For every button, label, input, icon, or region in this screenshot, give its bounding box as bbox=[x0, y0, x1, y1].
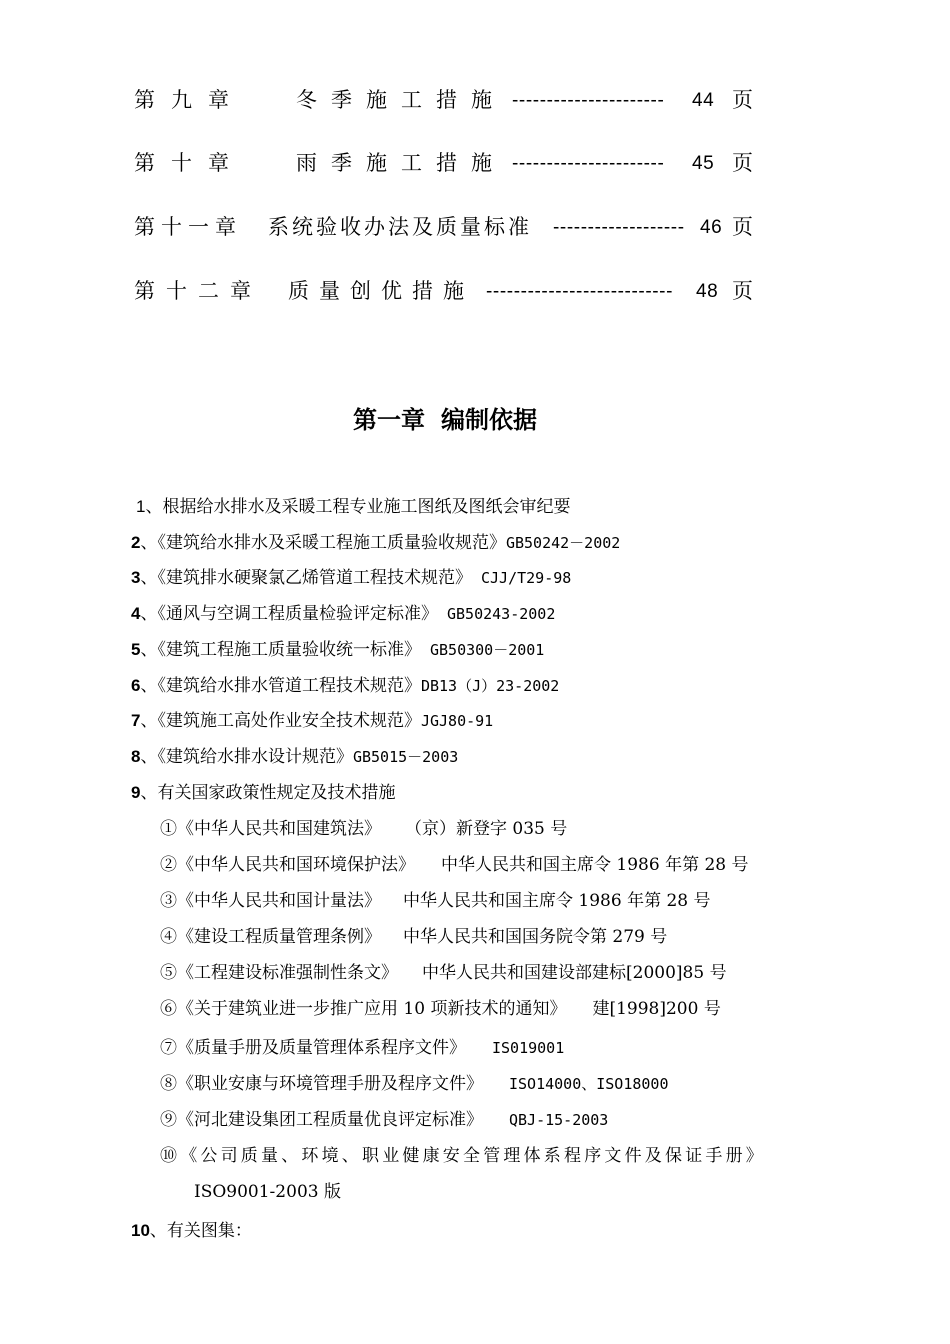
list-item bbox=[136, 492, 570, 522]
sub-list-item bbox=[160, 886, 711, 916]
item-text: 有关图集： bbox=[166, 1221, 252, 1241]
item-code: GB50242－2002 bbox=[505, 534, 621, 552]
circled-number: ⑨ bbox=[160, 1110, 177, 1130]
toc-chapter: 第九章 bbox=[134, 88, 245, 112]
item-code: GB5015－2003 bbox=[352, 748, 459, 766]
list-item bbox=[131, 599, 555, 629]
chapter-heading-title: 编制依据 bbox=[441, 405, 537, 434]
sub-item-reference: 中华人民共和国主席令 1986 年第 28 号 bbox=[403, 891, 711, 911]
item-text: 《建筑给水排水设计规范》 bbox=[157, 747, 353, 767]
sub-item-title: 《中华人民共和国计量法》 bbox=[177, 891, 381, 911]
sub-list-item bbox=[160, 1141, 766, 1171]
sub-item-title: 《河北建设集团工程质量优良评定标准》 bbox=[177, 1110, 483, 1130]
item-number: 7 bbox=[131, 711, 141, 730]
toc-chapter: 第十章 bbox=[134, 151, 245, 175]
circled-number: ① bbox=[160, 819, 177, 839]
item-code: JGJ80-91 bbox=[420, 712, 494, 730]
list-item bbox=[131, 635, 544, 665]
list-item bbox=[131, 778, 395, 808]
circled-number: ⑤ bbox=[160, 963, 177, 983]
list-item bbox=[131, 671, 559, 701]
item-text: 《建筑排水硬聚氯乙烯管道工程技术规范》 bbox=[157, 568, 472, 588]
toc-page-number: 46 bbox=[700, 217, 723, 238]
item-text: 《建筑给水排水管道工程技术规范》 bbox=[157, 676, 421, 696]
chapter-heading bbox=[0, 400, 890, 440]
item-code: CJJ/T29-98 bbox=[471, 569, 572, 587]
toc-title: 质量创优措施 bbox=[288, 279, 474, 303]
circled-number: ② bbox=[160, 855, 177, 875]
toc-page-number: 48 bbox=[696, 281, 719, 302]
item-separator: 、 bbox=[149, 1221, 167, 1241]
circled-number: ⑥ bbox=[160, 999, 177, 1019]
item-number: 2 bbox=[131, 533, 141, 552]
item-text: 根据给水排水及采暖工程专业施工图纸及图纸会审纪要 bbox=[162, 497, 571, 517]
sub-list-item bbox=[160, 1033, 564, 1063]
sub-item-reference: 中华人民共和国国务院令第 279 号 bbox=[403, 927, 668, 947]
toc-row bbox=[0, 80, 950, 120]
item-separator: 、 bbox=[140, 604, 158, 624]
circled-number: ③ bbox=[160, 891, 177, 911]
item-code: GB50243-2002 bbox=[437, 605, 556, 623]
toc-page-number: 44 bbox=[692, 90, 715, 111]
sub-list-item bbox=[160, 1069, 669, 1099]
toc-leader: ---------------------- bbox=[512, 153, 665, 174]
sub-item-title: 《职业安康与环境管理手册及程序文件》 bbox=[177, 1074, 483, 1094]
item-separator: 、 bbox=[140, 676, 158, 696]
sub-list-item bbox=[160, 994, 721, 1024]
sub-list-item bbox=[160, 814, 567, 844]
item-separator: 、 bbox=[140, 568, 158, 588]
sub-item-title: 《公司质量、环境、职业健康安全管理体系程序文件及保证手册》 bbox=[180, 1146, 767, 1166]
item-number: 3 bbox=[131, 568, 141, 587]
sub-item-reference: ISO14000、ISO18000 bbox=[509, 1075, 669, 1093]
list-item bbox=[131, 742, 458, 772]
list-item bbox=[131, 1216, 252, 1246]
item-text: 有关国家政策性规定及技术措施 bbox=[157, 783, 396, 803]
item-text: 《建筑施工高处作业安全技术规范》 bbox=[157, 711, 421, 731]
item-separator: 、 bbox=[140, 640, 158, 660]
sub-list-item bbox=[160, 850, 749, 880]
item-text: 《建筑工程施工质量验收统一标准》 bbox=[157, 640, 421, 660]
item-separator: 、 bbox=[140, 533, 158, 553]
sub-list-item bbox=[160, 958, 727, 988]
list-item bbox=[131, 563, 571, 593]
sub-item-reference: 中华人民共和国建设部建标[2000]85 号 bbox=[422, 963, 727, 983]
sub-item-title: 《关于建筑业进一步推广应用 10 项新技术的通知》 bbox=[177, 999, 567, 1019]
toc-chapter: 第十一章 bbox=[134, 215, 242, 239]
toc-title: 雨季施工措施 bbox=[296, 151, 506, 175]
sub-item-reference: QBJ-15-2003 bbox=[509, 1111, 609, 1129]
sub-list-item bbox=[160, 922, 667, 952]
item-separator: 、 bbox=[145, 497, 163, 517]
toc-row bbox=[0, 143, 950, 183]
sub-item-reference: IS019001 bbox=[492, 1039, 565, 1057]
toc-page-unit: 页 bbox=[732, 279, 753, 303]
circled-number: ④ bbox=[160, 927, 177, 947]
item-text: 《建筑给水排水及采暖工程施工质量验收规范》 bbox=[157, 533, 506, 553]
sub-item-title: 《建设工程质量管理条例》 bbox=[177, 927, 381, 947]
sub-item-reference: 建[1998]200 号 bbox=[592, 999, 721, 1019]
toc-row bbox=[0, 207, 950, 247]
toc-leader: --------------------------- bbox=[486, 281, 674, 302]
item-code: DB13（J）23-2002 bbox=[420, 677, 560, 695]
item-number: 4 bbox=[131, 604, 141, 623]
item-text: 《通风与空调工程质量检验评定标准》 bbox=[157, 604, 438, 624]
circled-number: ⑦ bbox=[160, 1038, 177, 1058]
list-item bbox=[131, 706, 493, 736]
sub-item-title: 《质量手册及质量管理体系程序文件》 bbox=[177, 1038, 466, 1058]
toc-leader: ---------------------- bbox=[512, 90, 665, 111]
toc-page-unit: 页 bbox=[732, 215, 753, 239]
item-number: 1 bbox=[136, 497, 146, 516]
list-item bbox=[131, 528, 620, 558]
chapter-heading-number: 第一章 bbox=[353, 405, 425, 434]
toc-page-unit: 页 bbox=[732, 88, 753, 112]
toc-title: 冬季施工措施 bbox=[296, 88, 506, 112]
toc-title: 系统验收办法及质量标准 bbox=[268, 215, 532, 239]
item-separator: 、 bbox=[140, 747, 158, 767]
item-number: 10 bbox=[131, 1221, 150, 1240]
sub-item-reference: 中华人民共和国主席令 1986 年第 28 号 bbox=[441, 855, 749, 875]
item-number: 6 bbox=[131, 676, 141, 695]
sub-list-item bbox=[160, 1105, 608, 1135]
item-number: 5 bbox=[131, 640, 141, 659]
toc-leader: ------------------- bbox=[553, 217, 685, 238]
toc-row bbox=[0, 271, 950, 311]
sub-item-title: 《工程建设标准强制性条文》 bbox=[177, 963, 398, 983]
toc-page-unit: 页 bbox=[732, 151, 753, 175]
toc-chapter: 第十二章 bbox=[134, 279, 262, 303]
sub-item-title: 《中华人民共和国环境保护法》 bbox=[177, 855, 415, 875]
circled-number: ⑧ bbox=[160, 1074, 177, 1094]
sub-item-reference: ISO9001-2003 版 bbox=[194, 1182, 341, 1202]
item-code: GB50300－2001 bbox=[420, 641, 545, 659]
item-separator: 、 bbox=[140, 711, 158, 731]
item-number: 9 bbox=[131, 783, 141, 802]
sub-item-reference: （京）新登字 035 号 bbox=[405, 819, 568, 839]
sub-list-item-continuation bbox=[194, 1177, 341, 1207]
toc-page-number: 45 bbox=[692, 153, 715, 174]
item-separator: 、 bbox=[140, 783, 158, 803]
sub-item-title: 《中华人民共和国建筑法》 bbox=[177, 819, 381, 839]
circled-number: ⑩ bbox=[160, 1146, 181, 1166]
item-number: 8 bbox=[131, 747, 141, 766]
